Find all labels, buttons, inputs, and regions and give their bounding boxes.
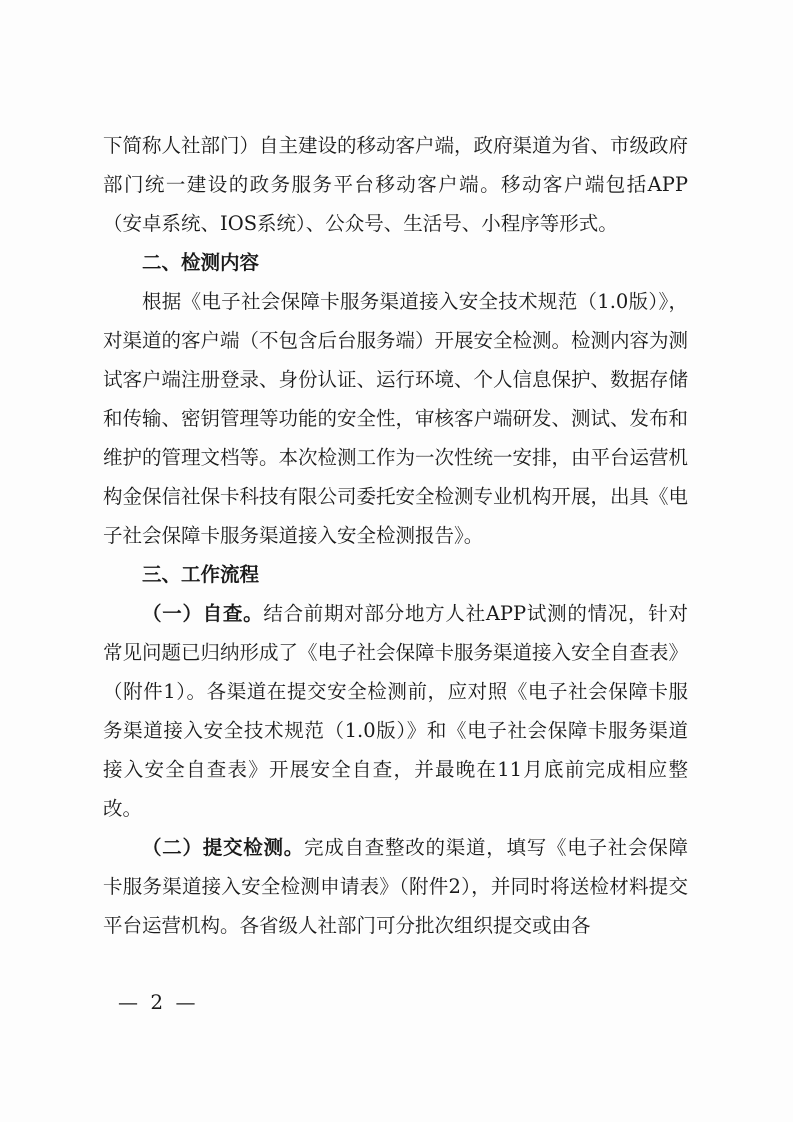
submit-detection-text: 完成自查整改的渠道，填写《电子社会保障卡服务渠道接入安全检测申请表》（附件2），并同时将送检材料提交平台运营机构。各省级人社部门可分批次组织提交或由各 — [103, 836, 688, 937]
heading-workflow: 三、工作流程 — [142, 563, 260, 586]
document-body — [103, 126, 688, 945]
paragraph-scope: 下简称人社部门）自主建设的移动客户端，政府渠道为省、市级政府部门统一建设的政务服务平台移动客户端。移动客户端包括APP（安卓系统、IOS系统）、公众号、生活号、小程序等形式。 — [103, 134, 689, 235]
paragraph-self-check — [103, 594, 688, 828]
self-check-title: （一）自查。 — [142, 602, 264, 625]
page-number: — 2 — — [118, 990, 199, 1014]
heading-detection-content: 二、检测内容 — [142, 251, 260, 274]
paragraph-detection-content: 根据《电子社会保障卡服务渠道接入安全技术规范（1.0版）》，对渠道的客户端（不包含后台服务端）开展安全检测。检测内容为测试客户端注册登录、身份认证、运行环境、个人信息保护、数据存储和传输、密钥管理等功能的安全性，审核客户端研发、测试、发布和维护的管理文档等。本次检测工作为一次性统一安排，由平台运营机构金保信社保卡科技有限公司委托安全检测专业机构开展，出具《电子社会保障卡服务渠道接入安全检测报告》。 — [103, 290, 689, 547]
self-check-text: 结合前期对部分地方人社APP试测的情况，针对常见问题已归纳形成了《电子社会保障卡服务渠道接入安全自查表》（附件1）。各渠道在提交安全检测前，应对照《电子社会保障卡服务渠道接入安全技术规范（1.0版）》和《电子社会保障卡服务渠道接入安全自查表》开展安全自查，并最晚在11月底前完成相应整改。 — [103, 602, 689, 820]
submit-detection-title: （二）提交检测。 — [142, 836, 304, 859]
paragraph-submit-detection — [103, 828, 688, 945]
